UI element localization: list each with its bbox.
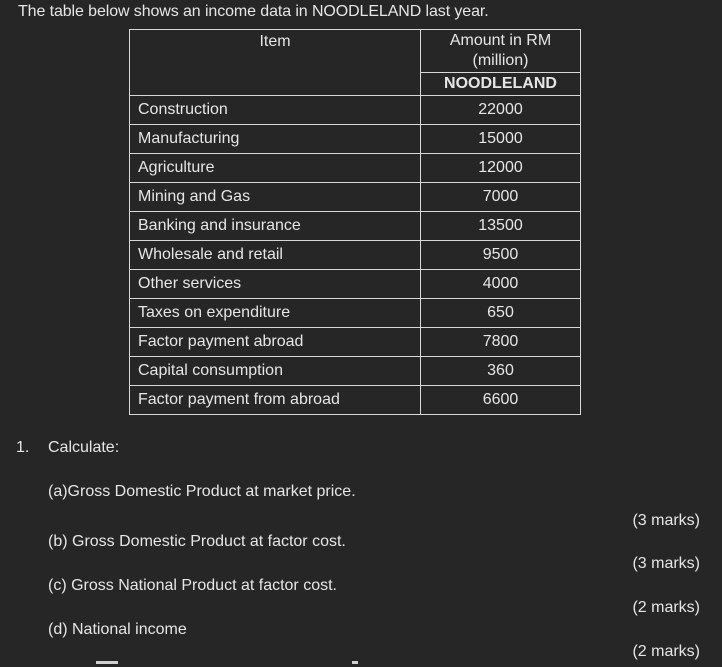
row-amount: 7800 [421,328,581,357]
income-table [129,29,581,415]
row-item: Construction [130,96,421,125]
row-item: Other services [130,270,421,299]
row-amount: 6600 [421,386,581,415]
part-b-marks: (3 marks) [632,555,700,572]
row-item: Capital consumption [130,357,421,386]
row-item: Taxes on expenditure [130,299,421,328]
part-c-marks: (2 marks) [632,599,700,616]
table-row [130,154,581,183]
row-amount: 13500 [421,212,581,241]
table-row [130,96,581,125]
row-amount: 15000 [421,125,581,154]
row-item: Agriculture [130,154,421,183]
table-header-row [130,30,581,73]
table-row [130,328,581,357]
part-a-label: (a)Gross Domestic Product at market price. [48,483,356,500]
table-row [130,386,581,415]
table-row [130,270,581,299]
question-title: Calculate: [48,439,120,456]
table-row [130,212,581,241]
header-amount-line2: (million) [472,52,529,69]
row-item: Factor payment from abroad [130,386,421,415]
header-item: Item [130,30,421,96]
row-amount: 22000 [421,96,581,125]
cutoff-mark-left [96,661,118,664]
row-item: Manufacturing [130,125,421,154]
table-row [130,299,581,328]
table-row [130,357,581,386]
row-amount: 7000 [421,183,581,212]
part-a-marks: (3 marks) [632,512,700,529]
part-c-label: (c) Gross National Product at factor cost. [48,577,337,594]
country-header: NOODLELAND [421,73,581,96]
cutoff-mark-right [352,661,358,664]
row-item: Factor payment abroad [130,328,421,357]
row-amount: 650 [421,299,581,328]
table-row [130,125,581,154]
row-amount: 4000 [421,270,581,299]
question-number: 1. [16,439,30,456]
row-amount: 9500 [421,241,581,270]
row-amount: 360 [421,357,581,386]
header-amount-line1: Amount in RM [449,32,552,49]
row-item: Banking and insurance [130,212,421,241]
table-row [130,183,581,212]
table-row [130,241,581,270]
intro-text: The table below shows an income data in NOODLELAND last year. [18,3,489,20]
part-d-marks: (2 marks) [632,643,700,660]
part-d-label: (d) National income [48,621,187,638]
header-amount [421,30,581,73]
part-b-label: (b) Gross Domestic Product at factor cost. [48,533,346,550]
row-item: Mining and Gas [130,183,421,212]
row-item: Wholesale and retail [130,241,421,270]
row-amount: 12000 [421,154,581,183]
